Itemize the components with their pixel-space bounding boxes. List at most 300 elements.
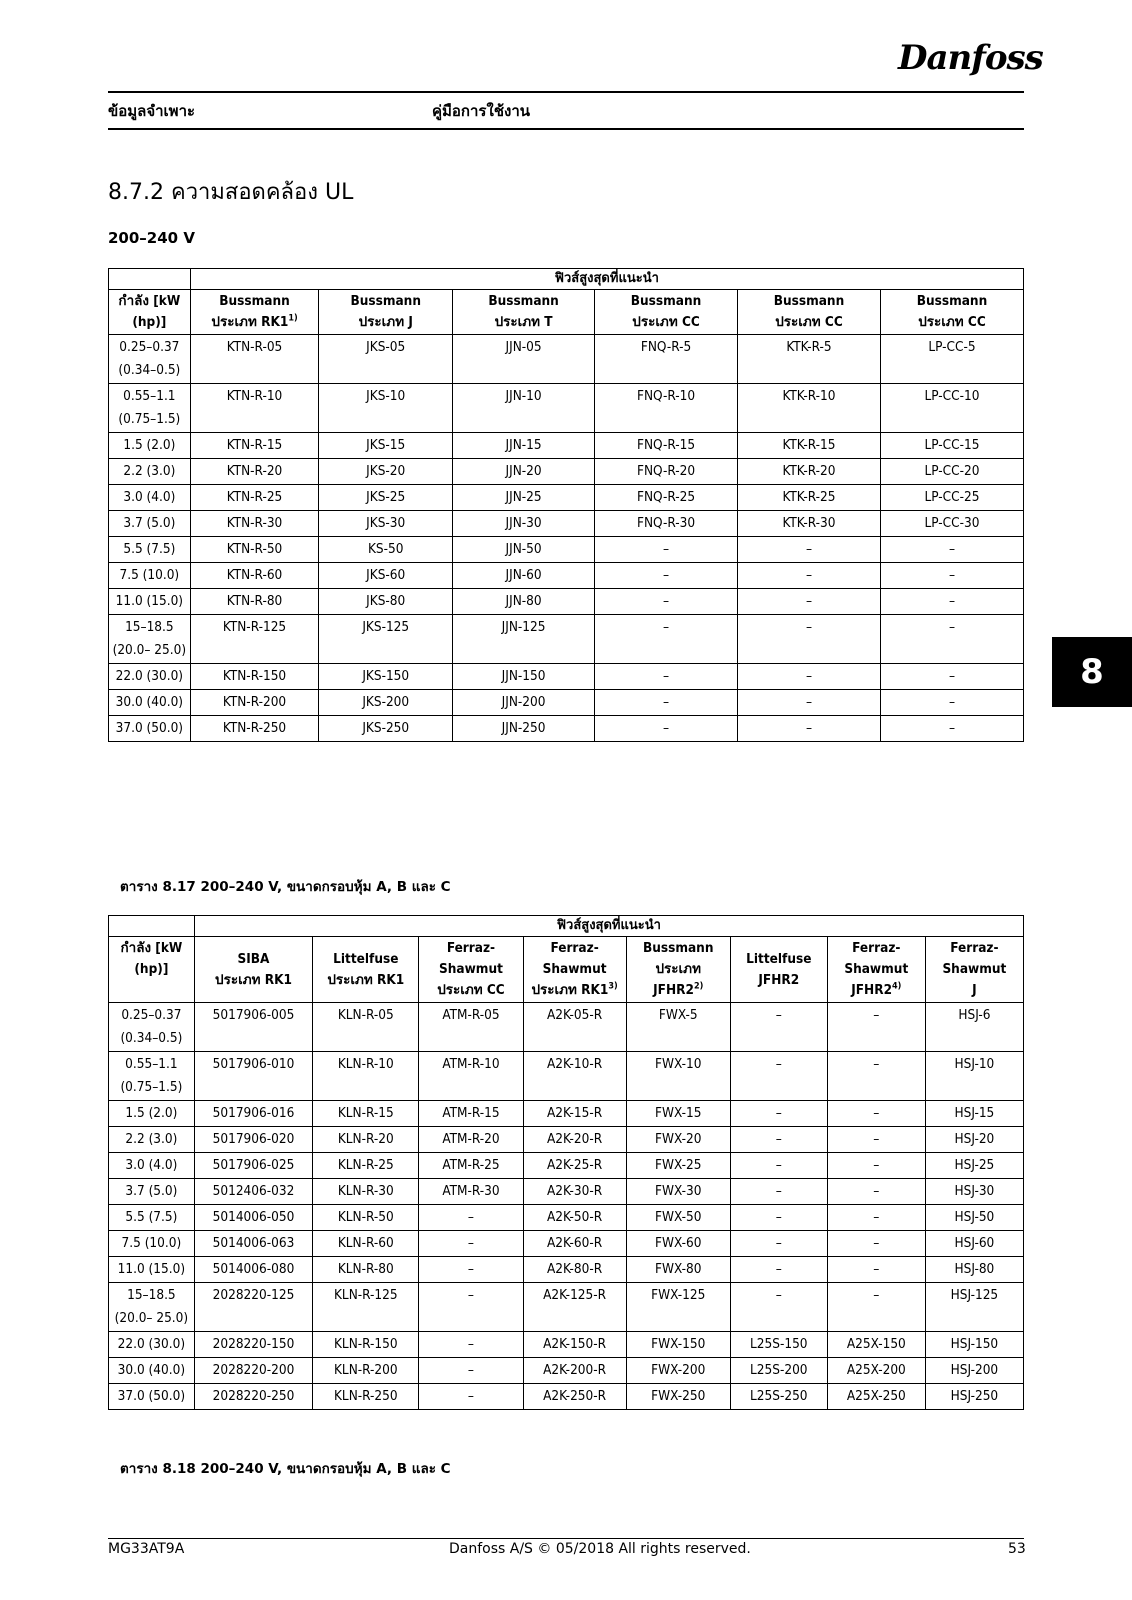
fuse-cell: – (880, 690, 1023, 716)
fuse-cell: ATM-R-30 (419, 1179, 523, 1205)
power-cell: 15–18.5 (20.0– 25.0) (109, 1283, 195, 1332)
power-cell: 37.0 (50.0) (109, 716, 191, 742)
fuse-cell: KLN-R-60 (313, 1231, 419, 1257)
fuse-cell: – (738, 664, 881, 690)
fuse-cell: KTK-R-30 (738, 511, 881, 537)
table1-body (109, 335, 1024, 742)
fuse-cell: KTK-R-25 (738, 485, 881, 511)
danfoss-logo: Danfoss (898, 38, 1043, 78)
table-row (109, 1101, 1024, 1127)
fuse-cell: – (880, 537, 1023, 563)
table-row (109, 1205, 1024, 1231)
fuse-cell: JJN-50 (453, 537, 595, 563)
power-cell: 3.7 (5.0) (109, 511, 191, 537)
column-brand: Bussmann (219, 293, 290, 309)
power-cell: 0.55–1.1 (0.75–1.5) (109, 1052, 195, 1101)
table-row (109, 433, 1024, 459)
fuse-cell: 5017906-016 (194, 1101, 312, 1127)
fuse-cell: – (827, 1153, 925, 1179)
fuse-cell: JJN-80 (453, 589, 595, 615)
table-row (109, 459, 1024, 485)
fuse-cell: – (595, 716, 738, 742)
fuse-cell: – (880, 589, 1023, 615)
fuse-cell: A2K-80-R (523, 1257, 626, 1283)
fuse-cell: KTK-R-20 (738, 459, 881, 485)
fuse-cell: – (738, 589, 881, 615)
fuse-cell: – (419, 1332, 523, 1358)
fuse-cell: JKS-150 (319, 664, 453, 690)
fuse-cell: – (827, 1231, 925, 1257)
fuse-cell: FWX-150 (626, 1332, 730, 1358)
fuse-cell: 2028220-250 (194, 1384, 312, 1410)
chapter-tab: 8 (1052, 637, 1132, 707)
fuse-cell: HSJ-25 (925, 1153, 1023, 1179)
footer-doc-code: MG33AT9A (108, 1541, 185, 1557)
fuse-cell: JJN-30 (453, 511, 595, 537)
fuse-cell: 2028220-150 (194, 1332, 312, 1358)
fuse-cell: FNQ-R-15 (595, 433, 738, 459)
fuse-cell: – (419, 1384, 523, 1410)
table-row (109, 537, 1024, 563)
fuse-cell: LP-CC-25 (880, 485, 1023, 511)
power-cell: 0.55–1.1 (0.75–1.5) (109, 384, 191, 433)
fuse-cell: ATM-R-20 (419, 1127, 523, 1153)
column-type: ประเภท J (358, 314, 413, 330)
fuse-cell: JKS-15 (319, 433, 453, 459)
power-cell: 1.5 (2.0) (109, 433, 191, 459)
fuse-cell: KTN-R-05 (190, 335, 319, 384)
fuse-cell: KLN-R-80 (313, 1257, 419, 1283)
fuse-cell: A2K-10-R (523, 1052, 626, 1101)
power-cell: 11.0 (15.0) (109, 589, 191, 615)
fuse-cell: 5017906-005 (194, 1003, 312, 1052)
column-type: JFHR2 (851, 982, 893, 998)
table2-caption: ตาราง 8.18 200–240 V, ขนาดกรอบหุ้ม A, B และ C (120, 1461, 451, 1477)
fuse-cell: – (827, 1257, 925, 1283)
fuse-cell: HSJ-60 (925, 1231, 1023, 1257)
fuse-cell: – (827, 1205, 925, 1231)
column-footnote: 3) (608, 981, 618, 992)
column-type: JFHR2 (758, 971, 800, 988)
fuse-cell: ATM-R-25 (419, 1153, 523, 1179)
fuse-cell: HSJ-15 (925, 1101, 1023, 1127)
fuse-cell: JJN-25 (453, 485, 595, 511)
table-row (109, 335, 1024, 384)
table2-group-header: ฟิวส์สูงสุดที่แนะนำ (194, 916, 1023, 937)
power-cell: 2.2 (3.0) (109, 1127, 195, 1153)
power-cell: 30.0 (40.0) (109, 1358, 195, 1384)
fuse-cell: – (738, 615, 881, 664)
power-cell: 5.5 (7.5) (109, 1205, 195, 1231)
fuse-cell: – (880, 716, 1023, 742)
footer-page-number: 53 (1008, 1541, 1026, 1557)
fuse-cell: – (827, 1052, 925, 1101)
column-brand: Ferraz- Shawmut (542, 940, 607, 977)
power-cell: 3.0 (4.0) (109, 485, 191, 511)
column-type: ประเภท RK1 (531, 982, 609, 998)
fuse-cell: FWX-50 (626, 1205, 730, 1231)
fuse-cell: ATM-R-05 (419, 1003, 523, 1052)
power-cell: 3.0 (4.0) (109, 1153, 195, 1179)
fuse-cell: LP-CC-10 (880, 384, 1023, 433)
fuse-cell: 5014006-050 (194, 1205, 312, 1231)
fuse-cell: – (730, 1003, 827, 1052)
fuse-cell: FWX-200 (626, 1358, 730, 1384)
table-row (109, 589, 1024, 615)
fuse-cell: FWX-5 (626, 1003, 730, 1052)
table2-col-header (626, 937, 730, 1003)
column-brand: Bussmann (630, 293, 702, 309)
fuse-cell: – (827, 1003, 925, 1052)
fuse-cell: A2K-50-R (523, 1205, 626, 1231)
column-brand: Littelfuse (333, 950, 399, 967)
fuse-cell: L25S-250 (730, 1384, 827, 1410)
fuse-cell: KTN-R-60 (190, 563, 319, 589)
column-brand: Bussmann (488, 293, 559, 309)
fuse-cell: KTN-R-125 (190, 615, 319, 664)
table-row (109, 485, 1024, 511)
table2-corner-cell (109, 916, 195, 937)
footer-copyright: Danfoss A/S © 05/2018 All rights reserved. (449, 1541, 751, 1557)
header-manual-label: คู่มือการใช้งาน (432, 102, 530, 120)
fuse-cell: ATM-R-15 (419, 1101, 523, 1127)
fuse-cell: – (419, 1358, 523, 1384)
power-cell: 15–18.5 (20.0– 25.0) (109, 615, 191, 664)
fuse-cell: FNQ-R-10 (595, 384, 738, 433)
fuse-cell: KLN-R-200 (313, 1358, 419, 1384)
fuse-cell: – (730, 1205, 827, 1231)
fuse-cell: FWX-125 (626, 1283, 730, 1332)
table-row (109, 690, 1024, 716)
fuse-cell: KLN-R-30 (313, 1179, 419, 1205)
table2-col-header (925, 937, 1023, 1003)
power-cell: 2.2 (3.0) (109, 459, 191, 485)
fuse-cell: – (730, 1153, 827, 1179)
fuse-cell: – (595, 537, 738, 563)
column-brand: Littelfuse (746, 950, 812, 967)
fuse-cell: – (880, 563, 1023, 589)
fuse-cell: FWX-250 (626, 1384, 730, 1410)
fuse-cell: – (827, 1283, 925, 1332)
fuse-cell: – (595, 589, 738, 615)
fuse-cell: HSJ-30 (925, 1179, 1023, 1205)
fuse-cell: JKS-200 (319, 690, 453, 716)
fuse-cell: FNQ-R-5 (595, 335, 738, 384)
fuse-cell: – (880, 664, 1023, 690)
power-cell: 5.5 (7.5) (109, 537, 191, 563)
column-brand: SIBA (237, 950, 270, 967)
fuse-cell: – (738, 716, 881, 742)
fuse-cell: KLN-R-150 (313, 1332, 419, 1358)
table1-col-header (453, 290, 595, 335)
power-cell: 30.0 (40.0) (109, 690, 191, 716)
column-brand: Ferraz- Shawmut (942, 940, 1007, 977)
fuse-cell: HSJ-125 (925, 1283, 1023, 1332)
fuse-cell: – (595, 664, 738, 690)
table-row (109, 1153, 1024, 1179)
table-row (109, 1052, 1024, 1101)
fuse-cell: – (419, 1257, 523, 1283)
fuse-cell: – (419, 1231, 523, 1257)
section-title: 8.7.2 ความสอดคล้อง UL (108, 180, 354, 205)
power-cell: 7.5 (10.0) (109, 563, 191, 589)
fuse-cell: – (419, 1205, 523, 1231)
fuse-cell: 2028220-125 (194, 1283, 312, 1332)
fuse-cell: JKS-125 (319, 615, 453, 664)
fuse-cell: FWX-25 (626, 1153, 730, 1179)
table-row (109, 716, 1024, 742)
fuse-cell: KLN-R-250 (313, 1384, 419, 1410)
table-row (109, 1003, 1024, 1052)
fuse-cell: JJN-60 (453, 563, 595, 589)
fuse-cell: KTK-R-10 (738, 384, 881, 433)
fuse-cell: – (738, 537, 881, 563)
fuse-cell: LP-CC-5 (880, 335, 1023, 384)
fuse-cell: JJN-200 (453, 690, 595, 716)
fuse-cell: LP-CC-15 (880, 433, 1023, 459)
fuse-cell: A2K-15-R (523, 1101, 626, 1127)
column-type: ประเภท CC (632, 314, 700, 330)
fuse-cell: – (419, 1283, 523, 1332)
fuse-cell: FWX-30 (626, 1179, 730, 1205)
fuse-cell: HSJ-80 (925, 1257, 1023, 1283)
column-type: ประเภท RK1 (211, 314, 289, 330)
fuse-cell: A2K-125-R (523, 1283, 626, 1332)
fuse-cell: – (827, 1127, 925, 1153)
table-row (109, 563, 1024, 589)
fuse-cell: JKS-30 (319, 511, 453, 537)
fuse-cell: FNQ-R-25 (595, 485, 738, 511)
column-type: ประเภท CC (775, 314, 843, 330)
column-brand: Bussmann (773, 293, 845, 309)
fuse-cell: KTN-R-25 (190, 485, 319, 511)
fuse-cell: 2028220-200 (194, 1358, 312, 1384)
table1-caption: ตาราง 8.17 200–240 V, ขนาดกรอบหุ้ม A, B และ C (120, 879, 451, 895)
fuse-cell: 5017906-025 (194, 1153, 312, 1179)
power-cell: 22.0 (30.0) (109, 664, 191, 690)
table-row (109, 1231, 1024, 1257)
fuse-cell: HSJ-150 (925, 1332, 1023, 1358)
fuse-cell: KLN-R-50 (313, 1205, 419, 1231)
fuse-cell: KLN-R-10 (313, 1052, 419, 1101)
fuse-cell: KTK-R-5 (738, 335, 881, 384)
table-row (109, 1283, 1024, 1332)
fuse-cell: LP-CC-30 (880, 511, 1023, 537)
voltage-heading: 200–240 V (108, 229, 195, 247)
table2-col-header (194, 937, 312, 1003)
fuse-cell: – (730, 1257, 827, 1283)
fuse-cell: A2K-20-R (523, 1127, 626, 1153)
table1-col-header (319, 290, 453, 335)
fuse-cell: – (595, 690, 738, 716)
fuse-cell: – (730, 1231, 827, 1257)
column-brand: Ferraz- Shawmut (844, 940, 909, 977)
fuse-cell: JKS-10 (319, 384, 453, 433)
table-row (109, 511, 1024, 537)
fuse-table-2 (108, 915, 1024, 1410)
fuse-cell: – (730, 1101, 827, 1127)
fuse-cell: LP-CC-20 (880, 459, 1023, 485)
fuse-cell: 5017906-010 (194, 1052, 312, 1101)
fuse-cell: JKS-05 (319, 335, 453, 384)
fuse-cell: JJN-05 (453, 335, 595, 384)
power-cell: 11.0 (15.0) (109, 1257, 195, 1283)
fuse-cell: HSJ-20 (925, 1127, 1023, 1153)
fuse-cell: KTK-R-15 (738, 433, 881, 459)
fuse-cell: JKS-60 (319, 563, 453, 589)
fuse-cell: JKS-20 (319, 459, 453, 485)
fuse-cell: JJN-125 (453, 615, 595, 664)
fuse-cell: JJN-15 (453, 433, 595, 459)
table-row (109, 1332, 1024, 1358)
fuse-cell: JKS-80 (319, 589, 453, 615)
fuse-cell: – (880, 615, 1023, 664)
fuse-cell: KLN-R-20 (313, 1127, 419, 1153)
table1-col-header (190, 290, 319, 335)
column-brand: Ferraz- Shawmut (439, 940, 503, 977)
fuse-cell: – (730, 1052, 827, 1101)
fuse-cell: FNQ-R-20 (595, 459, 738, 485)
column-footnote: 4) (892, 981, 902, 992)
fuse-cell: HSJ-250 (925, 1384, 1023, 1410)
header-section-label: ข้อมูลจำเพาะ (108, 102, 196, 120)
fuse-cell: A25X-200 (827, 1358, 925, 1384)
fuse-cell: 5014006-063 (194, 1231, 312, 1257)
fuse-cell: KLN-R-25 (313, 1153, 419, 1179)
fuse-cell: FWX-10 (626, 1052, 730, 1101)
power-cell: 0.25–0.37 (0.34–0.5) (109, 1003, 195, 1052)
table2-col-header (523, 937, 626, 1003)
table2-col-header (827, 937, 925, 1003)
column-type: ประเภท CC (437, 982, 505, 998)
fuse-cell: HSJ-10 (925, 1052, 1023, 1101)
table-row (109, 1127, 1024, 1153)
table1-corner-cell (109, 269, 191, 290)
fuse-cell: A25X-250 (827, 1384, 925, 1410)
fuse-cell: A2K-250-R (523, 1384, 626, 1410)
column-footnote: 1) (288, 313, 298, 324)
fuse-cell: – (827, 1179, 925, 1205)
table-row (109, 384, 1024, 433)
table2-power-header: กำลัง [kW (hp)] (109, 937, 195, 1003)
fuse-cell: 5014006-080 (194, 1257, 312, 1283)
column-type: ประเภท CC (918, 314, 986, 330)
column-brand: Bussmann (642, 940, 714, 956)
fuse-cell: L25S-200 (730, 1358, 827, 1384)
fuse-cell: JKS-250 (319, 716, 453, 742)
fuse-cell: KTN-R-50 (190, 537, 319, 563)
table-row (109, 664, 1024, 690)
column-type: J (972, 982, 977, 998)
table2-col-header (313, 937, 419, 1003)
power-cell: 0.25–0.37 (0.34–0.5) (109, 335, 191, 384)
fuse-cell: – (827, 1101, 925, 1127)
fuse-cell: KLN-R-15 (313, 1101, 419, 1127)
footer-rule (108, 1538, 1024, 1539)
fuse-cell: KTN-R-200 (190, 690, 319, 716)
fuse-table-1 (108, 268, 1024, 742)
fuse-cell: KLN-R-05 (313, 1003, 419, 1052)
fuse-cell: KTN-R-15 (190, 433, 319, 459)
fuse-cell: KS-50 (319, 537, 453, 563)
power-cell: 37.0 (50.0) (109, 1384, 195, 1410)
fuse-cell: KTN-R-150 (190, 664, 319, 690)
fuse-cell: – (730, 1283, 827, 1332)
fuse-cell: HSJ-6 (925, 1003, 1023, 1052)
fuse-cell: A2K-150-R (523, 1332, 626, 1358)
fuse-cell: 5012406-032 (194, 1179, 312, 1205)
table2-column-headers (109, 937, 1024, 1003)
fuse-cell: JJN-150 (453, 664, 595, 690)
fuse-cell: KTN-R-80 (190, 589, 319, 615)
fuse-cell: A25X-150 (827, 1332, 925, 1358)
fuse-cell: – (595, 615, 738, 664)
fuse-cell: A2K-60-R (523, 1231, 626, 1257)
fuse-cell: JJN-20 (453, 459, 595, 485)
power-cell: 7.5 (10.0) (109, 1231, 195, 1257)
fuse-cell: – (595, 563, 738, 589)
fuse-cell: KLN-R-125 (313, 1283, 419, 1332)
fuse-cell: FWX-80 (626, 1257, 730, 1283)
fuse-cell: KTN-R-30 (190, 511, 319, 537)
table1-col-header (738, 290, 881, 335)
table2-col-header (730, 937, 827, 1003)
table-row (109, 615, 1024, 664)
table-row (109, 1384, 1024, 1410)
table-row (109, 1257, 1024, 1283)
column-type: ประเภท JFHR2 (653, 961, 701, 998)
fuse-cell: FWX-20 (626, 1127, 730, 1153)
fuse-cell: HSJ-50 (925, 1205, 1023, 1231)
fuse-cell: L25S-150 (730, 1332, 827, 1358)
table2-col-header (419, 937, 523, 1003)
table-row (109, 1179, 1024, 1205)
fuse-cell: 5017906-020 (194, 1127, 312, 1153)
column-type: ประเภท T (494, 314, 553, 330)
fuse-cell: KTN-R-250 (190, 716, 319, 742)
fuse-cell: – (738, 563, 881, 589)
power-cell: 22.0 (30.0) (109, 1332, 195, 1358)
fuse-cell: JKS-25 (319, 485, 453, 511)
fuse-cell: FNQ-R-30 (595, 511, 738, 537)
column-type: ประเภท RK1 (215, 971, 292, 988)
fuse-cell: A2K-25-R (523, 1153, 626, 1179)
fuse-cell: – (738, 690, 881, 716)
fuse-cell: – (730, 1127, 827, 1153)
fuse-cell: A2K-30-R (523, 1179, 626, 1205)
table2-body (109, 1003, 1024, 1410)
fuse-cell: JJN-10 (453, 384, 595, 433)
header-rule-top (108, 91, 1024, 93)
fuse-cell: – (730, 1179, 827, 1205)
table1-col-header (595, 290, 738, 335)
fuse-cell: KTN-R-10 (190, 384, 319, 433)
fuse-cell: FWX-60 (626, 1231, 730, 1257)
fuse-cell: KTN-R-20 (190, 459, 319, 485)
column-brand: Bussmann (350, 293, 421, 309)
fuse-cell: JJN-250 (453, 716, 595, 742)
fuse-cell: ATM-R-10 (419, 1052, 523, 1101)
column-type: ประเภท RK1 (327, 971, 405, 988)
table1-col-header (880, 290, 1023, 335)
table-row (109, 1358, 1024, 1384)
fuse-cell: HSJ-200 (925, 1358, 1023, 1384)
fuse-cell: A2K-05-R (523, 1003, 626, 1052)
power-cell: 1.5 (2.0) (109, 1101, 195, 1127)
table1-group-header: ฟิวส์สูงสุดที่แนะนำ (190, 269, 1023, 290)
fuse-cell: FWX-15 (626, 1101, 730, 1127)
power-cell: 3.7 (5.0) (109, 1179, 195, 1205)
